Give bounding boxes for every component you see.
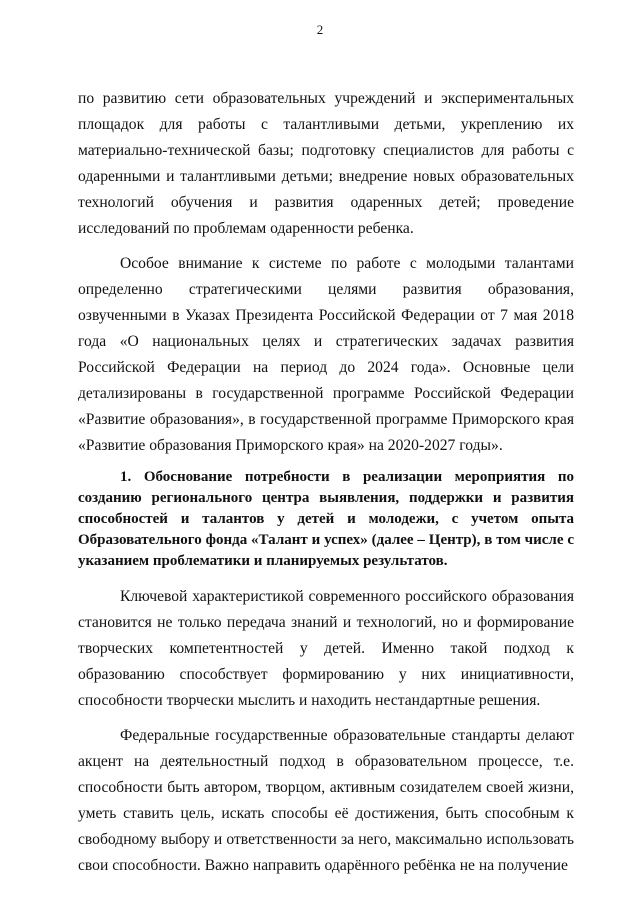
paragraph-continuation: по развитию сети образовательных учреждений и экспериментальных площадок для работы с талантливыми детьми, укреплению их материально-технической базы; подготовку специалистов для работы с одаренными и талантливыми детьми; внедрение новых образовательных технологий обучения и развития одаренных детей; проведение исследований по проблемам одаренности ребенка. [78, 90, 574, 237]
paragraph-strategic-goals: Особое внимание к системе по работе с молодыми талантами определенно стратегическими целями развития образования, озвученными в Указах Президента Российской Федерации от 7 мая 2018 года «О национальных целях и стратегических задачах развития Российской Федерации на период до 2024 года». Основные цели детализированы в государственной программе Российской Федерации «Развитие образования», в государственной программе Приморского края «Развитие образования Приморского края» на 2020-2027 годы». [78, 255, 574, 454]
page-number: 2 [316, 22, 324, 37]
paragraph-key-characteristic: Ключевой характеристикой современного российского образования становится не только передача знаний и технологий, но и формирование творческих компетентностей у детей. Именно такой подход к образованию способствует формированию у них инициативности, способности творчески мыслить и находить нестандартные решения. [78, 588, 574, 709]
paragraph-federal-standards: Федеральные государственные образовательные стандарты делают акцент на деятельностный подход в образовательном процессе, т.е. способности быть автором, творцом, активным созидателем своей жизни, уметь ставить цель, искать способы её достижения, быть способным к свободному выбору и ответственности за него, максимально использовать свои способности. Важно направить одарённого ребёнка не на получение [78, 727, 574, 874]
section-heading: 1. Обоснование потребности в реализации мероприятия по созданию регионального центра выявления, поддержки и развития способностей и талантов у детей и молодежи, с учетом опыта Образовательного фонда «Талант и успех» (далее – Центр), в том числе с указанием проблематики и планируемых результатов. [78, 469, 574, 569]
document-body [78, 86, 574, 879]
